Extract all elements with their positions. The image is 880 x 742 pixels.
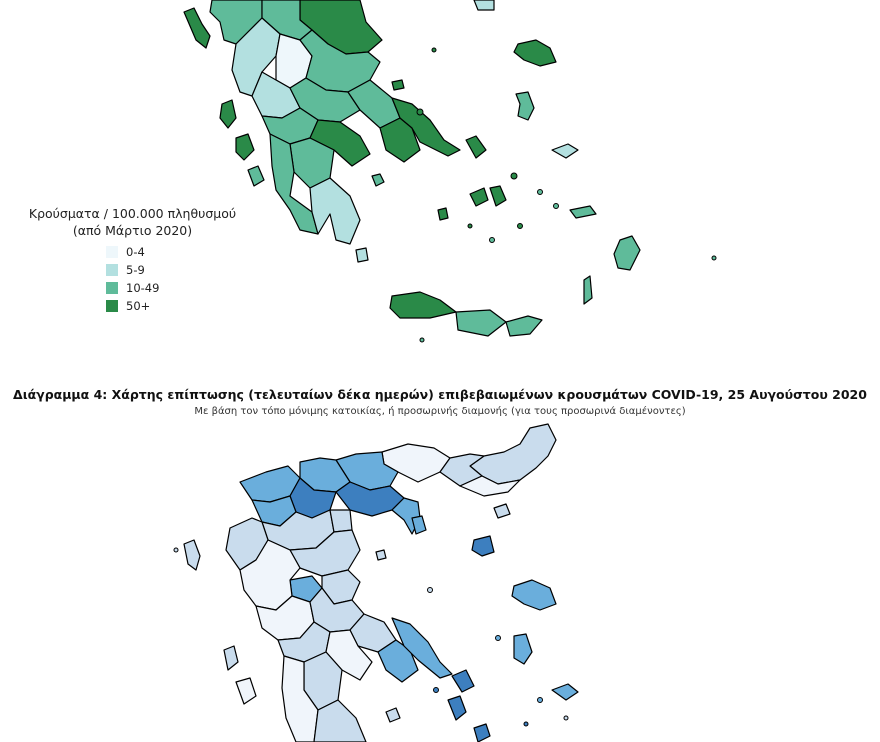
legend-item <box>106 297 245 315</box>
island-skiathos <box>392 80 404 90</box>
island-dot <box>174 548 178 552</box>
island-dot <box>432 48 436 52</box>
legend-label: 5-9 <box>126 263 145 277</box>
island-dot <box>434 688 439 693</box>
legend-title-line2: (από Μάρτιο 2020) <box>72 223 193 238</box>
island-hydra <box>386 708 400 722</box>
island-dot <box>712 256 716 260</box>
island-tinos <box>474 724 490 742</box>
island-limnos <box>472 536 494 556</box>
region-pieria <box>330 510 352 532</box>
legend-label: 10-49 <box>126 281 160 295</box>
island-rhodes <box>614 236 640 270</box>
island-chios <box>514 634 532 664</box>
island-corfu <box>184 8 210 48</box>
legend-swatch <box>106 264 118 276</box>
island-dot <box>417 109 423 115</box>
island-kefalonia <box>236 134 254 160</box>
legend-swatch <box>106 246 118 258</box>
island-lefkada <box>220 100 236 128</box>
legend-swatch <box>106 282 118 294</box>
legend-item <box>106 261 245 279</box>
island-kythira <box>356 248 368 262</box>
mainland-regions <box>226 424 556 742</box>
island-kefalonia <box>236 678 256 704</box>
legend-list <box>106 243 245 315</box>
legend-item <box>106 243 245 261</box>
map2-title: Διάγραμμα 4: Χάρτης επίπτωσης (τελευταίων δέκα ημερών) επιβεβαιωμένων κρουσμάτων COVID-19, 25 Αυγούστου 2020 <box>13 387 867 402</box>
island-dot <box>518 224 523 229</box>
island-zakynthos <box>248 166 264 186</box>
island-lefkada <box>224 646 238 670</box>
island-samos <box>552 684 578 700</box>
island-naxos <box>490 186 506 206</box>
legend-label: 0-4 <box>126 245 145 259</box>
island-samothrace <box>494 504 510 518</box>
island-dot <box>468 224 472 228</box>
legend-item <box>106 279 245 297</box>
island-dot <box>496 636 501 641</box>
legend-label: 50+ <box>126 299 151 313</box>
island-dot <box>420 338 424 342</box>
island-andros <box>448 696 466 720</box>
incidence-map <box>0 400 880 742</box>
island-dot <box>554 204 559 209</box>
island-dot <box>428 588 433 593</box>
island-dot <box>538 698 543 703</box>
island-lesvos <box>514 40 556 66</box>
island-dot <box>511 173 517 179</box>
island-crete-west <box>390 292 456 318</box>
mainland-regions <box>210 0 460 244</box>
island-dot <box>538 190 543 195</box>
island-crete-east <box>506 316 542 336</box>
map-legend <box>20 205 245 315</box>
island-dot <box>490 238 495 243</box>
legend-title-line1: Κρούσματα / 100.000 πληθυσμού <box>28 206 237 221</box>
island-skiathos <box>376 550 386 560</box>
map2-subtitle: Με βάση τον τόπο μόνιμης κατοικίας, ή προσωρινής διαμονής (για τους προσωρινά διαμένοντες) <box>194 406 686 417</box>
island-dot <box>564 716 568 720</box>
legend-swatch <box>106 300 118 312</box>
region-laconia <box>310 178 360 244</box>
island-chios <box>516 92 534 120</box>
island-thasos <box>412 516 426 534</box>
island-syros <box>438 208 448 220</box>
island-aegina <box>372 174 384 186</box>
island-samos <box>552 144 578 158</box>
region-boeotia <box>348 80 400 128</box>
island-andros <box>466 136 486 158</box>
island-skyros <box>452 670 474 692</box>
island-samothrace <box>474 0 494 10</box>
island-crete-central <box>456 310 506 336</box>
region-thrace <box>470 424 556 484</box>
island-tinos <box>470 188 488 206</box>
island-corfu <box>184 540 200 570</box>
island-kos <box>570 206 596 218</box>
island-lesvos <box>512 580 556 610</box>
island-dot <box>524 722 528 726</box>
island-karpathos <box>584 276 592 304</box>
